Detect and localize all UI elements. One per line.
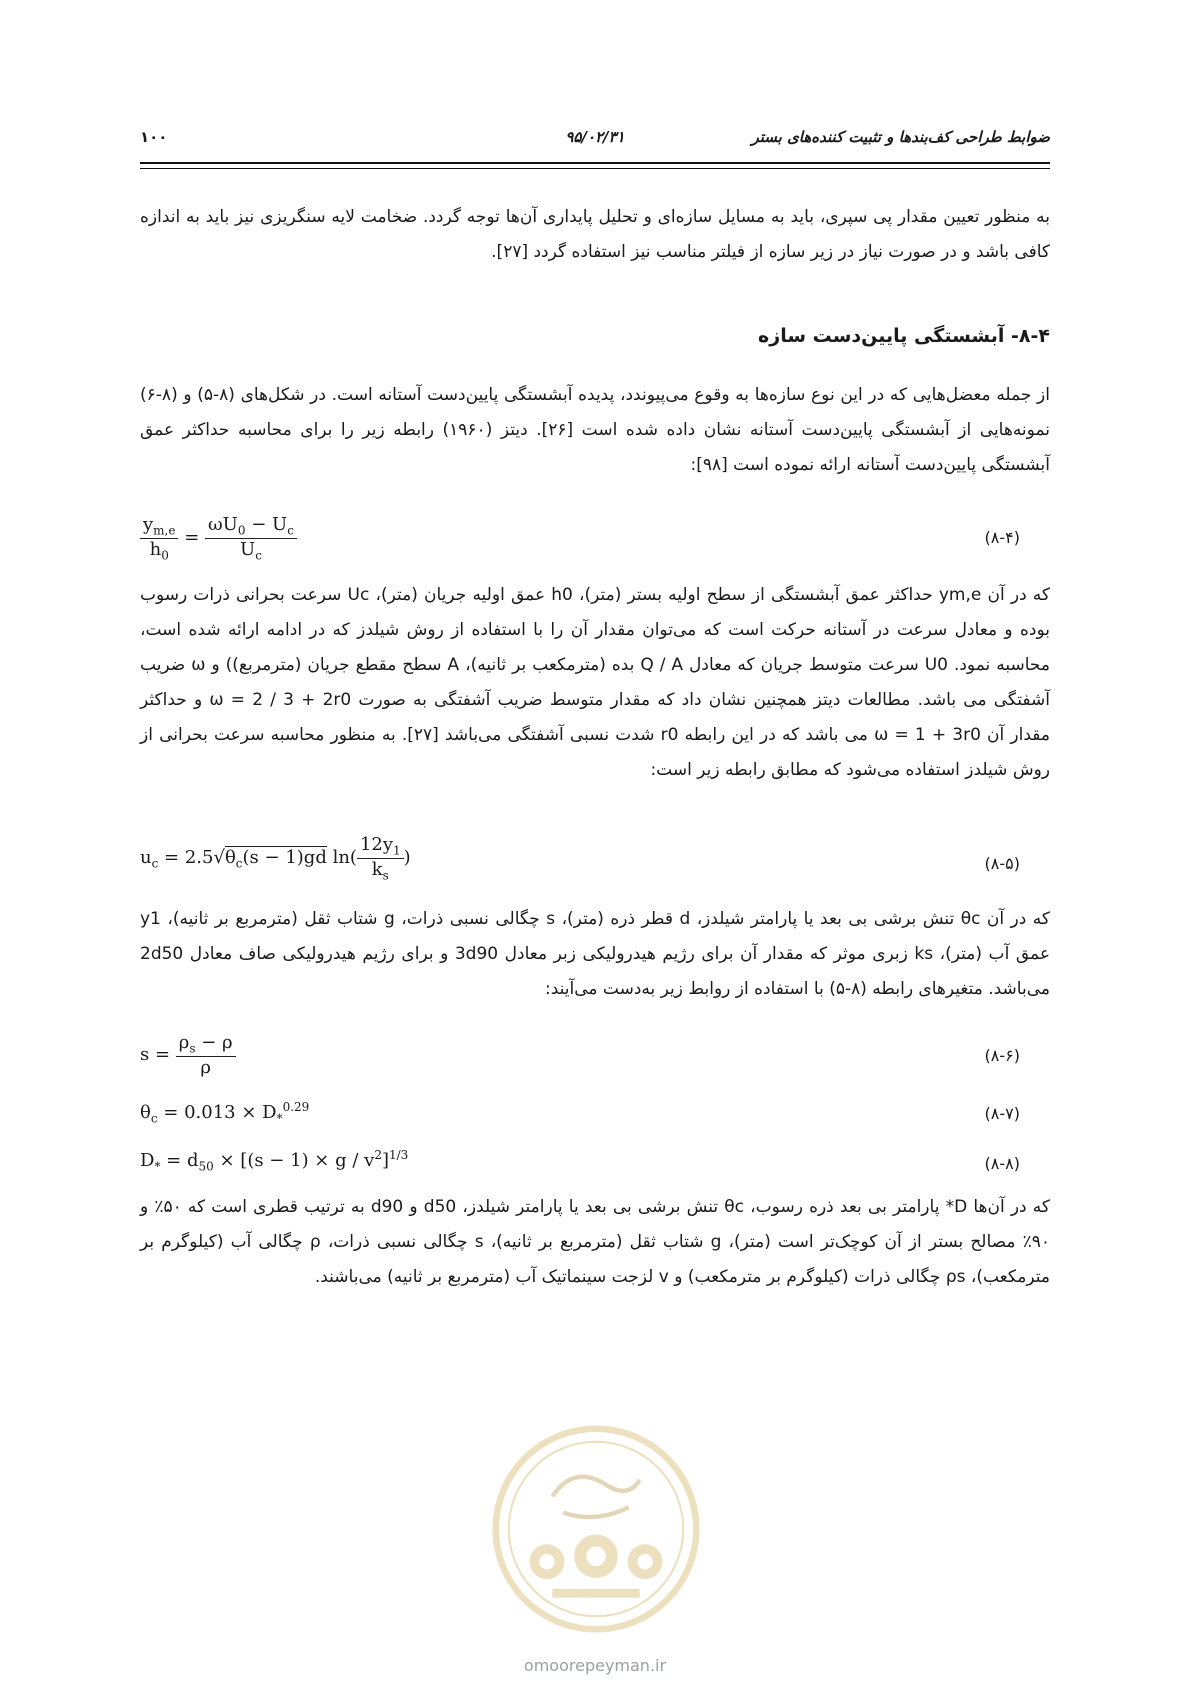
equation-number: (۸-۵) — [984, 854, 1020, 873]
equation-number: (۸-۸) — [984, 1154, 1020, 1173]
equation-number: (۸-۴) — [984, 528, 1020, 547]
equation-body: $D_* = d_{50} \times [(s - 1) \times g / v^2]^{1/3}$ — [140, 1148, 409, 1174]
header-title: ضوابط طراحی کف‌بندها و تثبیت کننده‌های بستر — [751, 128, 1050, 146]
section-heading: ۸-۴- آبشستگی پایین‌دست سازه — [758, 325, 1050, 347]
paragraph-variables-1: که در آن ym,e حداکثر عمق آبشستگی از سطح اولیه بستر (متر)، h0 عمق اولیه جریان (متر)، Uc سرعت بحرانی ذرات رسوب بوده و معادل سرعت در آستانه حرکت است که می‌توان مقدار آن را با استفاده از روش شیلدز که در ادامه ارائه شده است، محاسبه نمود. U0 سرعت متوسط جریان که معادل Q / A بده (مترمکعب بر ثانیه)، A سطح مقطع جریان (مترمربع)) و ω ضریب آشفتگی می باشد. مطالعات دیتز همچنین نشان داد که مقدار متوسط ضریب آشفتگی به صورت ω = 2 / 3 + 2r0 و حداکثر مقدار آن ω = 1 + 3r0 می باشد که در این رابطه r0 شدت نسبی آشفتگی می‌باشد [۲۷]. به منظور محاسبه سرعت بحرانی از روش شیلدز استفاده می‌شود که مطابق رابطه زیر است: — [140, 585, 1050, 780]
page-number: ۱۰۰ — [140, 128, 168, 146]
equation-number: (۸-۶) — [984, 1046, 1020, 1065]
paragraph-scour: از جمله معضل‌هایی که در این نوع سازه‌ها به وقوع می‌پیوندد، پدیده آبشستگی پایین‌دست آستانه است. در شکل‌های (۸-۵) و (۸-۶) نمونه‌هایی از آبشستگی پایین‌دست آستانه نشان داده شده است [۲۶]. دیتز (۱۹۶۰) رابطه زیر را برای محاسبه حداکثر عمق آبشستگی پایین‌دست آستانه ارائه نموده است [۹۸]: — [140, 385, 1051, 475]
equation-body: s = $\frac{\rho_s - \rho}{\rho}$ — [140, 1032, 236, 1078]
paragraph-intro: به منظور تعیین مقدار پی سپری، باید به مسایل سازه‌ای و تحلیل پایداری آن‌ها توجه گردد. ضخامت لایه سنگریزی نیز باید به اندازه کافی باشد و در صورت نیاز در زیر سازه از فیلتر مناسب نیز استفاده گردد [۲۷]. — [140, 207, 1050, 262]
paragraph-variables-2: که در آن θc تنش برشی بی بعد یا پارامتر شیلدز، d قطر ذره (متر)، s چگالی نسبی ذرات، g شتاب ثقل (مترمربع بر ثانیه)، y1 عمق آب (متر)، ks زبری موثر که مقدار آن برای رژیم هیدرولیکی زبر معادل 3d90 و برای رژیم هیدرولیکی صاف معادل 2d50 می‌باشد. متغیرهای رابطه (۸-۵) با استفاده از روابط زیر به‌دست می‌آیند: — [140, 909, 1050, 999]
equation-8-7 — [140, 1100, 1050, 1150]
equation-number: (۸-۷) — [984, 1104, 1020, 1123]
equation-8-4 — [140, 514, 1050, 564]
watermark-seal-icon — [487, 1420, 705, 1638]
header-rule — [140, 162, 1050, 169]
watermark-url: omoorepeyman.ir — [523, 1656, 667, 1675]
equation-body: $u_c = 2.5√\theta_c(s - 1)gd$ ln( $\frac{12y_1}{k_s}$ ) — [140, 834, 411, 883]
paragraph-variables-3: که در آن‌ها D* پارامتر بی بعد ذره رسوب، θc تنش برشی بی بعد یا پارامتر شیلدز، d50 و d90 به ترتیب قطری است که ۵۰٪ و ۹۰٪ مصالح بستر از آن کوچک‌تر است (متر)، g شتاب ثقل (مترمربع بر ثانیه)، s چگالی نسبی ذرات، ρ چگالی آب (کیلوگرم بر مترمکعب)، ρs چگالی ذرات (کیلوگرم بر مترمکعب) و v لزجت سینماتیک آب (مترمربع بر ثانیه) می‌باشند. — [140, 1197, 1051, 1287]
page-header — [140, 128, 1050, 154]
equation-body: $\theta_c = 0.013 \times D_*^{0.29}$ — [140, 1100, 310, 1126]
equation-8-5 — [140, 834, 1050, 884]
equation-body: $\frac{y_{m,e}}{h_0}$ = $\frac{\omega U_0 - U_c}{U_c}$ — [140, 514, 297, 562]
equation-8-6 — [140, 1032, 1050, 1082]
header-date: ۹۵/۰۲/۳۱ — [565, 128, 625, 146]
